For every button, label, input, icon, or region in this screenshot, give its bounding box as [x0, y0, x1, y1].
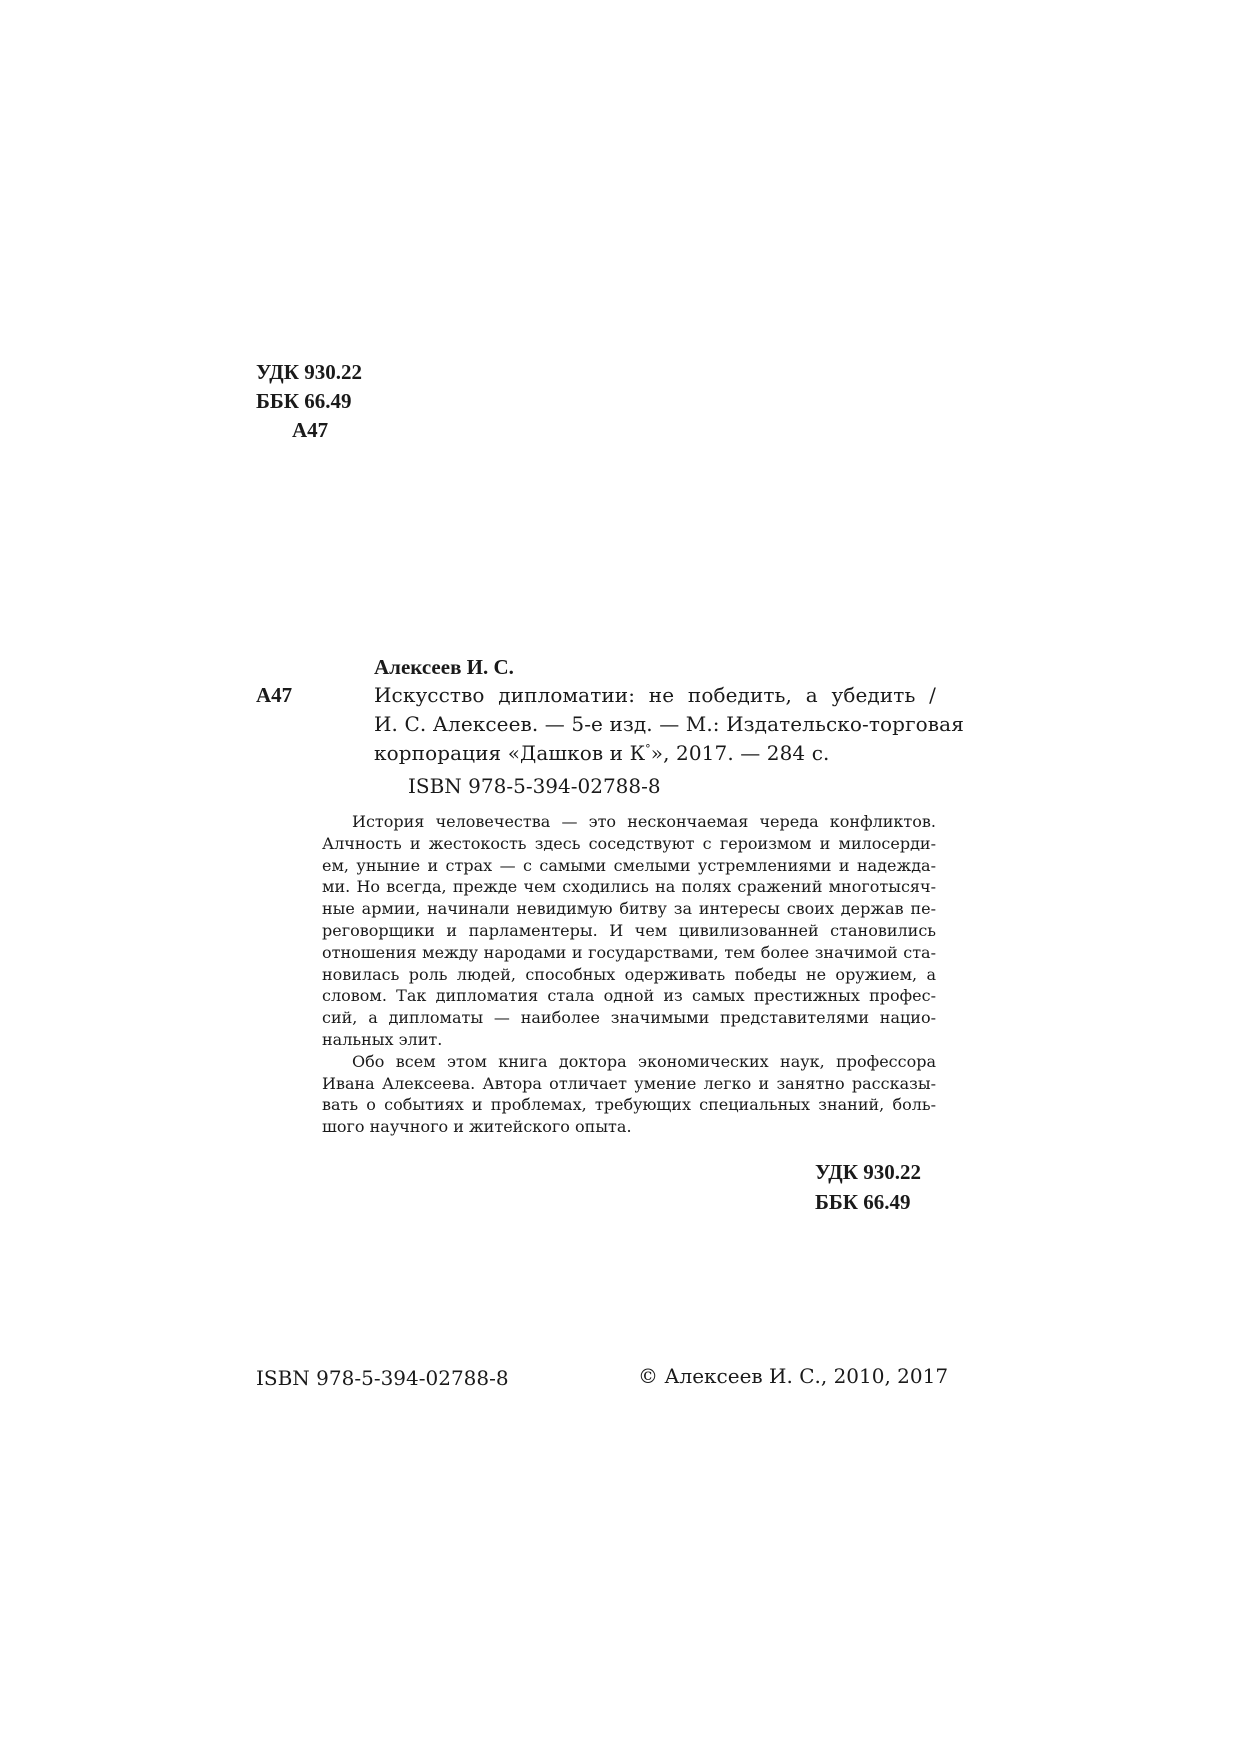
annotation-line: Обо всем этом книга доктора экономических наук, профессора [352, 1051, 936, 1071]
footer-isbn: ISBN 978-5-394-02788-8 [256, 1366, 509, 1390]
annotation-line: ные армии, начинали невидимую битву за интересы своих держав пе- [322, 899, 936, 919]
annotation-line: новилась роль людей, способных одерживать победы не оружием, а [322, 964, 936, 984]
copyright-notice: © Алексеев И. С., 2010, 2017 [638, 1364, 949, 1388]
card-isbn: ISBN 978-5-394-02788-8 [408, 774, 661, 798]
annotation-line: словом. Так дипломатия стала одной из самых престижных профес- [322, 986, 936, 1006]
title-line-part: », 2017. — 284 с. [650, 741, 830, 765]
bibliographic-description [374, 681, 964, 768]
annotation-line: нальных элит. [322, 1029, 443, 1049]
bbk-code: ББК 66.49 [256, 389, 352, 413]
bottom-classification-codes [815, 1157, 921, 1217]
author-mark: А47 [292, 418, 329, 442]
title-line: Искусство дипломатии: не победить, а убедить / [374, 683, 936, 707]
title-line-part: корпорация «Дашков и К [374, 741, 646, 765]
annotation-line: Ивана Алексеева. Автора отличает умение легко и занятно рассказы- [322, 1073, 936, 1093]
udk-code: УДК 930.22 [256, 360, 362, 384]
degree-mark: ° [645, 742, 651, 756]
annotation-line: ми. Но всегда, прежде чем сходились на полях сражений многотысяч- [322, 877, 936, 897]
bbk-code: ББК 66.49 [815, 1190, 911, 1214]
annotation-line: шого научного и житейского опыта. [322, 1117, 632, 1137]
annotation-line: реговорщики и парламентеры. И чем цивилизованней становились [322, 920, 936, 940]
annotation-line: отношения между народами и государствами, тем более значимой ста- [322, 942, 936, 962]
annotation [322, 811, 936, 1138]
annotation-line: вать о событиях и проблемах, требующих специальных знаний, боль- [322, 1095, 936, 1115]
title-line [374, 739, 936, 768]
annotation-line: сий, а дипломаты — наиболее значимыми представителями нацио- [322, 1008, 936, 1028]
annotation-line: ем, уныние и страх — с самыми смелыми устремлениями и надежда- [322, 855, 936, 875]
card-author-mark: А47 [256, 683, 293, 707]
udk-code: УДК 930.22 [815, 1160, 921, 1184]
author-name: Алексеев И. С. [374, 655, 514, 679]
annotation-line: История человечества — это нескончаемая череда конфликтов. [352, 812, 936, 831]
top-classification-codes [256, 358, 362, 445]
title-line: И. С. Алексеев. — 5-е изд. — М.: Издательско-торговая [374, 712, 964, 736]
annotation-line: Алчность и жестокость здесь соседствуют с героизмом и милосерди- [322, 833, 936, 853]
